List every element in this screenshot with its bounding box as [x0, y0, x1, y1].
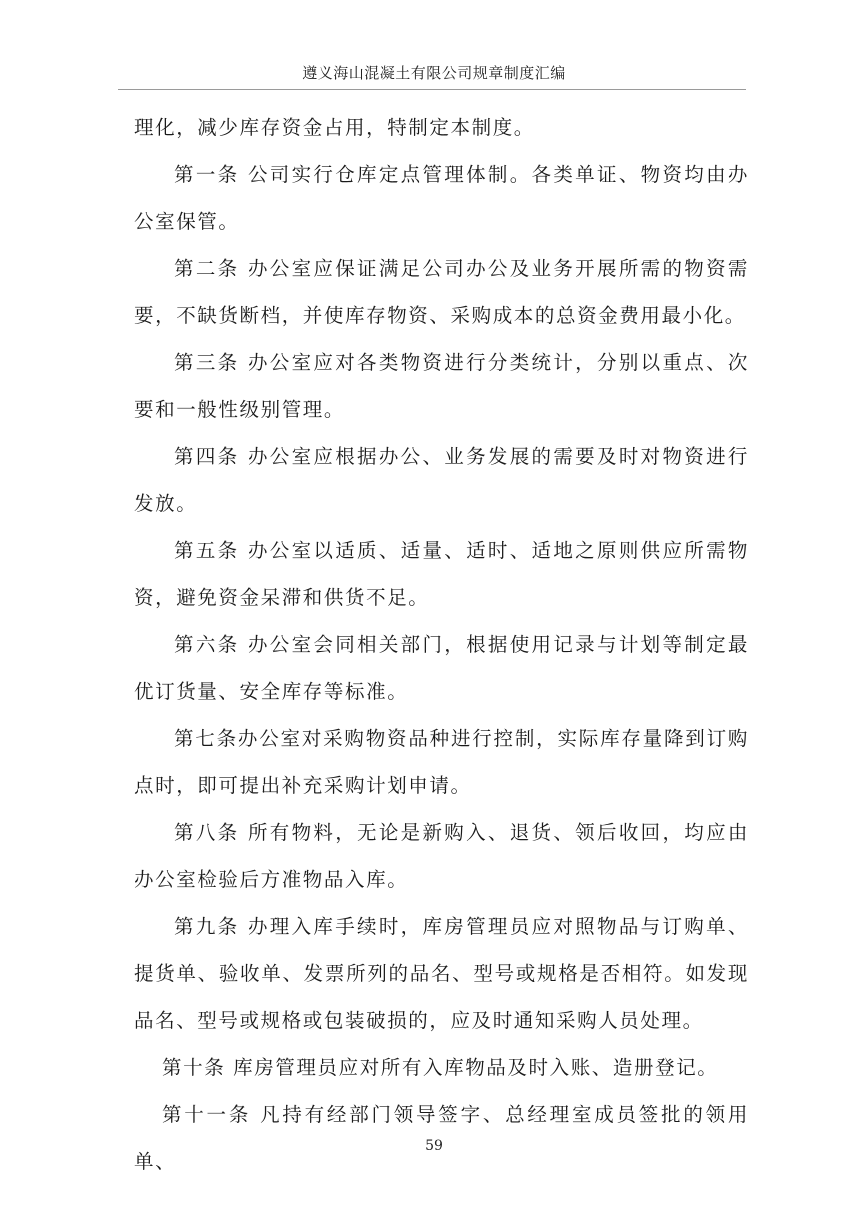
page-number: 59	[425, 1138, 443, 1154]
header-divider	[118, 89, 746, 90]
paragraph-continuation: 理化，减少库存资金占用，特制定本制度。	[134, 116, 535, 139]
paragraph-article-1: 第一条 公司实行仓库定点管理体制。各类单证、物资均由办公室保管。	[134, 163, 749, 233]
paragraph-article-8: 第八条 所有物料，无论是新购入、退货、领后收回，均应由办公室检验后方准物品入库。	[134, 821, 749, 891]
running-header: 遵义海山混凝土有限公司规章制度汇编	[302, 64, 566, 82]
document-body	[134, 104, 749, 1185]
paragraph-article-6: 第六条 办公室会同相关部门，根据使用记录与计划等制定最优订货量、安全库存等标准。	[134, 633, 749, 703]
paragraph-article-9: 第九条 办理入库手续时，库房管理员应对照物品与订购单、提货单、验收单、发票所列的品名、型号或规格是否相符。如发现品名、型号或规格或包装破损的，应及时通知采购人员处理。	[134, 915, 749, 1032]
paragraph-article-10: 第十条 库房管理员应对所有入库物品及时入账、造册登记。	[162, 1056, 719, 1079]
paragraph-article-7: 第七条办公室对采购物资品种进行控制，实际库存量降到订购点时，即可提出补充采购计划申请。	[134, 727, 749, 797]
paragraph-article-2: 第二条 办公室应保证满足公司办公及业务开展所需的物资需要，不缺货断档，并使库存物资、采购成本的总资金费用最小化。	[134, 257, 749, 327]
paragraph-article-4: 第四条 办公室应根据办公、业务发展的需要及时对物资进行发放。	[134, 445, 749, 515]
paragraph-article-11: 第十一条 凡持有经部门领导签字、总经理室成员签批的领用单、	[134, 1103, 749, 1173]
paragraph-article-3: 第三条 办公室应对各类物资进行分类统计，分别以重点、次要和一般性级别管理。	[134, 351, 749, 421]
paragraph-article-5: 第五条 办公室以适质、适量、适时、适地之原则供应所需物资，避免资金呆滞和供货不足。	[134, 539, 749, 609]
